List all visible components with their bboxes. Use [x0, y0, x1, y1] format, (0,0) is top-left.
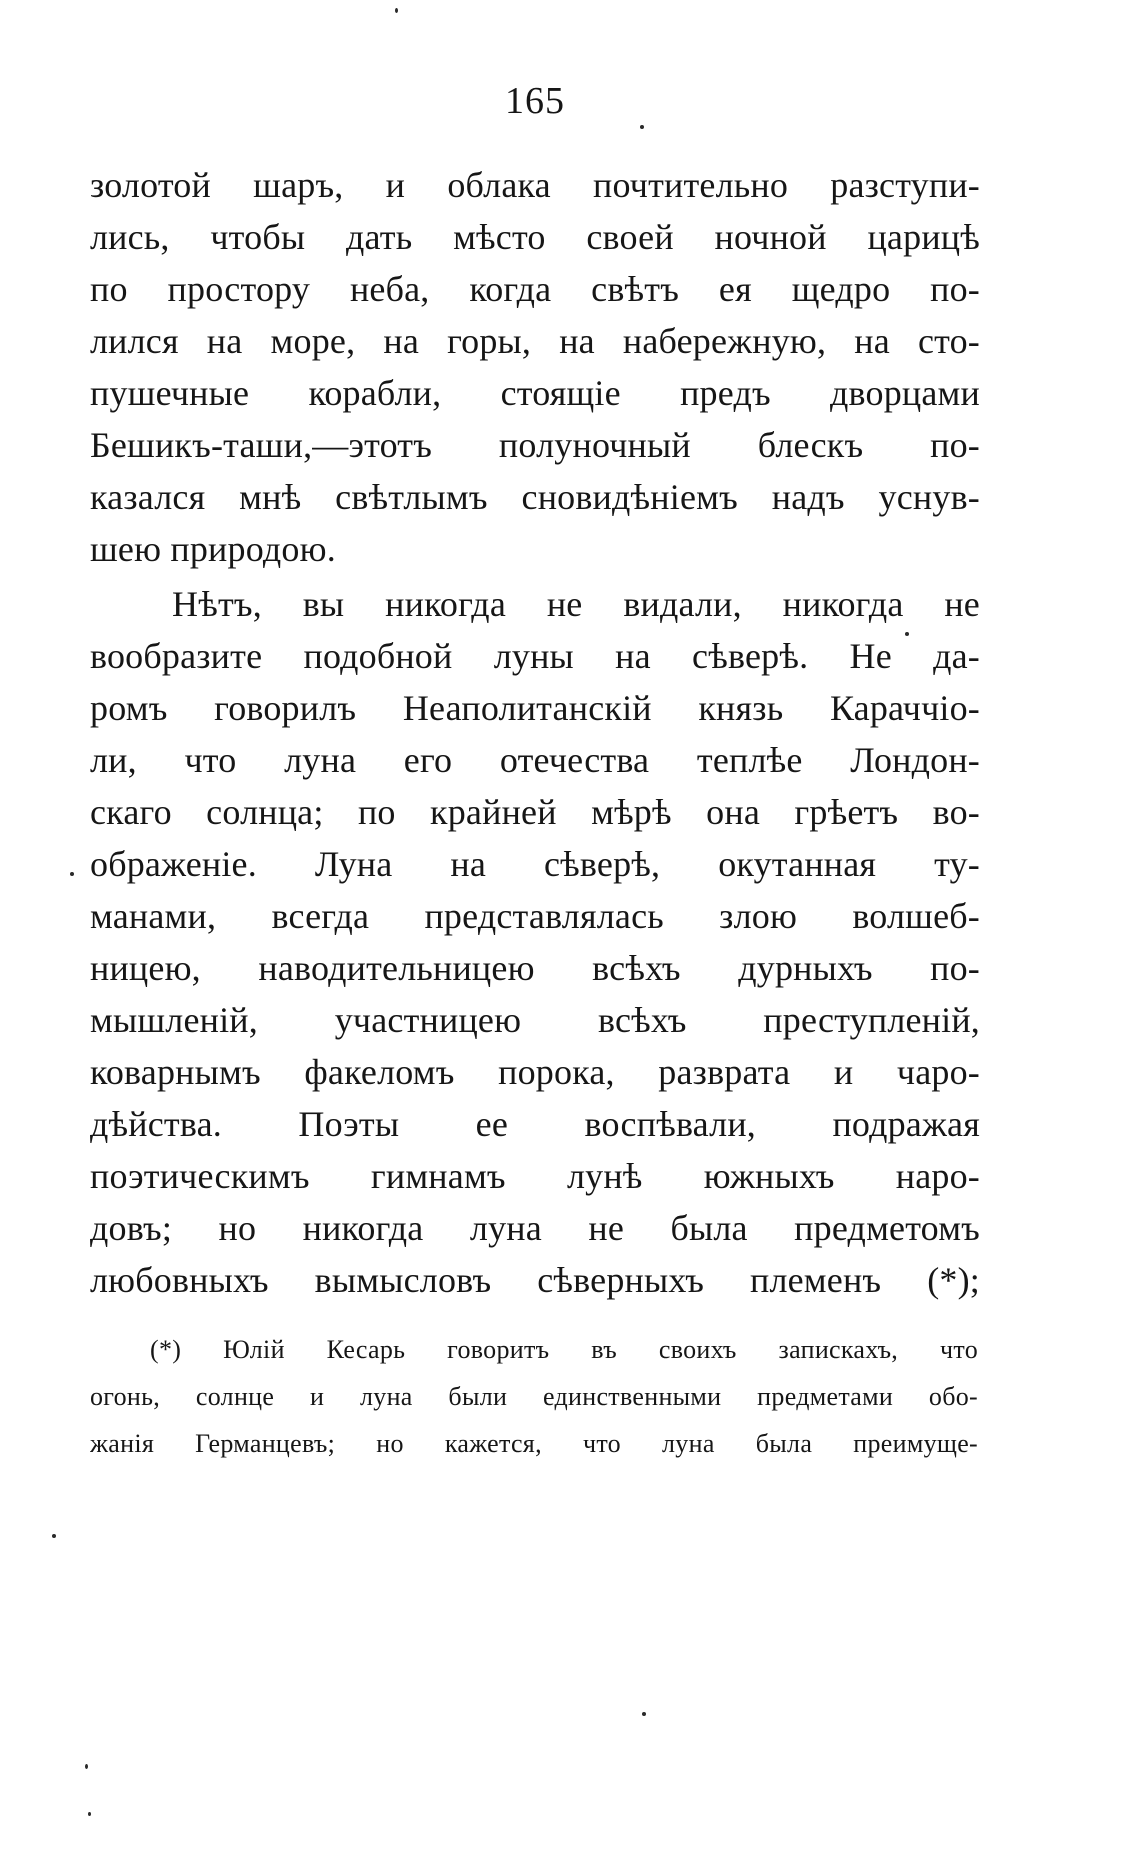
text-line: пушечные корабли, стоящіе предъ дворцами	[90, 373, 980, 413]
scan-speck	[640, 125, 644, 129]
text-line: манами, всегда представлялась злою волшеб-	[90, 896, 980, 936]
text-line: поэтическимъ гимнамъ лунѣ южныхъ наро-	[90, 1156, 980, 1196]
scan-speck	[88, 1812, 91, 1816]
text-line: шею природою.	[90, 529, 336, 569]
text-line: ницею, наводительницею всѣхъ дурныхъ по-	[90, 948, 980, 988]
text-line: довъ; но никогда луна не была предметомъ	[90, 1208, 980, 1248]
text-line: вообразите подобной луны на сѣверѣ. Не да-	[90, 636, 980, 676]
scan-speck	[905, 632, 909, 636]
text-line: по простору неба, когда свѣтъ ея щедро по-	[90, 269, 980, 309]
text-line: любовныхъ вымысловъ сѣверныхъ племенъ (*);	[90, 1260, 980, 1300]
text-line: коварнымъ факеломъ порока, разврата и чаро-	[90, 1052, 980, 1092]
text-line: скаго солнца; по крайней мѣрѣ она грѣетъ во-	[90, 792, 980, 832]
text-line: дѣйства. Поэты ее воспѣвали, подражая	[90, 1104, 980, 1144]
text-line: золотой шаръ, и облака почтительно разступи-	[90, 165, 980, 205]
scan-speck	[395, 8, 398, 13]
text-line: лился на море, на горы, на набережную, на сто-	[90, 321, 980, 361]
footnote-line: (*) Юлій Кесарь говоритъ въ своихъ запискахъ, что	[150, 1335, 978, 1364]
scan-speck	[52, 1534, 56, 1538]
text-line: ображеніе. Луна на сѣверѣ, окутанная ту-	[90, 844, 980, 884]
scan-speck	[642, 1712, 646, 1716]
footnote-line: огонь, солнце и луна были единственными предметами обо-	[90, 1382, 978, 1411]
text-line: лись, чтобы дать мѣсто своей ночной царицѣ	[90, 217, 980, 257]
scan-speck	[70, 872, 74, 876]
scan-speck	[85, 1764, 88, 1769]
text-line: Бешикъ-таши,—этотъ полуночный блескъ по-	[90, 425, 980, 465]
text-line: ли, что луна его отечества теплѣе Лондон-	[90, 740, 980, 780]
page-number: 165	[505, 80, 565, 122]
paragraph-first-line: Нѣтъ, вы никогда не видали, никогда не	[172, 584, 980, 624]
text-line: казался мнѣ свѣтлымъ сновидѣніемъ надъ уснув-	[90, 477, 980, 517]
text-line: ромъ говорилъ Неаполитанскій князь Караччіо-	[90, 688, 980, 728]
text-line: мышленій, участницею всѣхъ преступленій,	[90, 1000, 980, 1040]
footnote-line: жанія Германцевъ; но кажется, что луна была преимуще-	[90, 1429, 978, 1458]
